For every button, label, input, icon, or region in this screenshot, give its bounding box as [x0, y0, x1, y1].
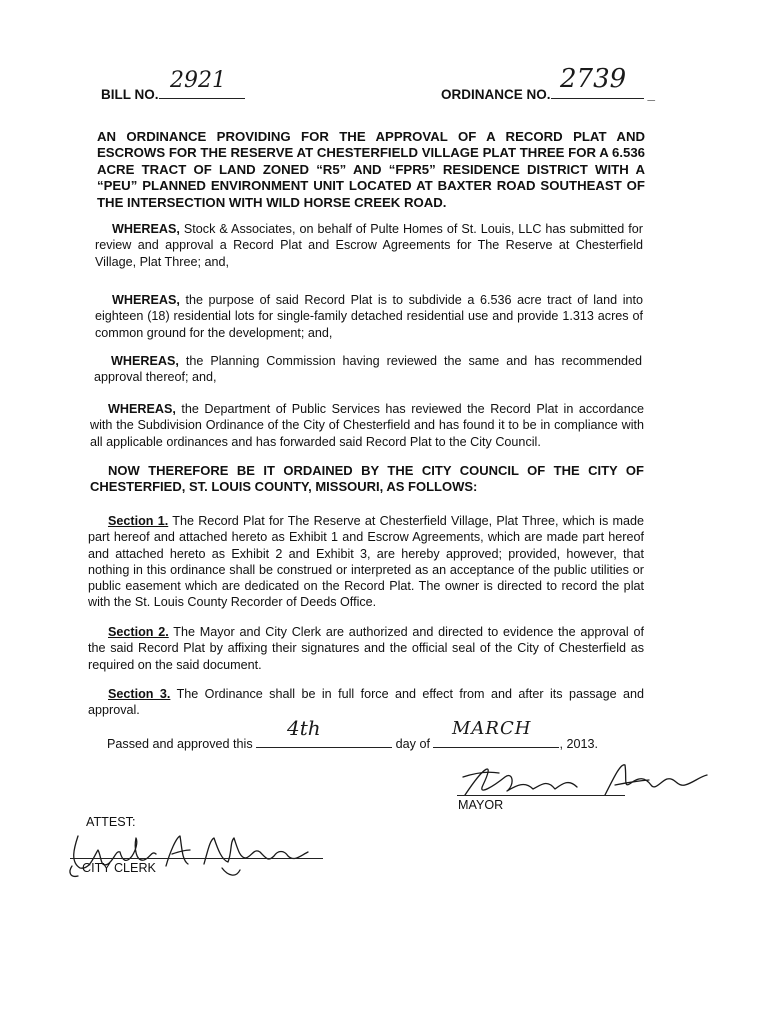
passed-middle: day of	[395, 737, 430, 751]
whereas-paragraph-3	[94, 353, 642, 386]
now-therefore-clause: NOW THEREFORE BE IT ORDAINED BY THE CITY COUNCIL OF THE CITY OF CHESTERFIED, ST. LOUIS COUNTY, MISSOURI, AS FOLLOWS:	[90, 463, 644, 495]
mayor-label: MAYOR	[458, 798, 504, 812]
clerk-signature-line	[70, 858, 323, 859]
whereas-lead: WHEREAS,	[108, 402, 176, 416]
section-text: The Record Plat for The Reserve at Chesterfield Village, Plat Three, which is made part hereof and attached hereto as Exhibit 1 and Escrow Agreements, which are made part hereof and attached hereto as Exhibit 2 and Exhibit 3, are hereby approved; provided, however, that nothing in this ordinance shall be construed or interpreted as an acceptance of the public utilities or public easement which are dedicated on the Record Plat. The owner is directed to record the plat with the St. Louis County Recorder of Deeds Office.	[88, 514, 644, 610]
whereas-paragraph-2	[95, 292, 643, 341]
whereas-text: the Department of Public Services has reviewed the Record Plat in accordance with the Subdivision Ordinance of the City of Chesterfield and has found it to be in compliance with all applicable ordinances and has forwarded said Record Plat to the City Council.	[90, 402, 644, 449]
section-3	[88, 686, 644, 719]
whereas-text: the Planning Commission having reviewed the same and has recommended approval thereof; and,	[94, 354, 642, 385]
whereas-lead: WHEREAS,	[112, 293, 180, 307]
passed-prefix: Passed and approved this	[107, 737, 253, 751]
section-2	[88, 624, 644, 673]
whereas-text: the purpose of said Record Plat is to subdivide a 6.536 acre tract of land into eighteen (18) residential lots for single-family detached residential use and provide 1.313 acres of common ground for the development; and,	[95, 293, 643, 340]
passed-year: , 2013.	[559, 737, 598, 751]
clerk-label: CITY CLERK	[82, 861, 156, 875]
bill-label: BILL NO.	[101, 87, 159, 102]
whereas-paragraph-1	[95, 221, 643, 270]
whereas-text: Stock & Associates, on behalf of Pulte Homes of St. Louis, LLC has submitted for review and approval a Record Plat and Escrow Agreements for The Reserve at Chesterfield Village, Plat Three; and,	[95, 222, 643, 269]
section-text: The Mayor and City Clerk are authorized and directed to evidence the approval of the said Record Plat by affixing their signatures and the official seal of the City of Chesterfield as required on the said document.	[88, 625, 644, 672]
section-label: Section 3.	[108, 687, 171, 701]
section-label: Section 1.	[108, 514, 169, 528]
whereas-lead: WHEREAS,	[112, 222, 180, 236]
month-handwritten: MARCH	[452, 718, 532, 739]
ordinance-number-line: ORDINANCE NO. _	[441, 84, 655, 102]
bill-number-handwritten: 2921	[170, 68, 226, 93]
section-1	[88, 513, 644, 611]
whereas-lead: WHEREAS,	[111, 354, 179, 368]
ordinance-number-handwritten: 2739	[560, 64, 627, 94]
ordinance-label: ORDINANCE NO.	[441, 87, 551, 102]
whereas-paragraph-4	[90, 401, 644, 450]
day-blank	[256, 735, 392, 748]
section-text: The Ordinance shall be in full force and effect from and after its passage and approval.	[88, 687, 644, 718]
day-handwritten: 4th	[287, 716, 321, 740]
attest-label: ATTEST:	[86, 815, 136, 829]
section-label: Section 2.	[108, 625, 169, 639]
mayor-signature-line	[457, 795, 625, 796]
ordinance-title: AN ORDINANCE PROVIDING FOR THE APPROVAL OF A RECORD PLAT AND ESCROWS FOR THE RESERVE AT CHESTERFIELD VILLAGE PLAT THREE FOR A 6.536 ACRE TRACT OF LAND ZONED “R5” AND “FPR5” RESIDENCE DISTRICT WITH A “PEU” PLANNED ENVIRONMENT UNIT LOCATED AT BAXTER ROAD SOUTHEAST OF THE INTERSECTION WITH WILD HORSE CREEK ROAD.	[97, 129, 645, 210]
